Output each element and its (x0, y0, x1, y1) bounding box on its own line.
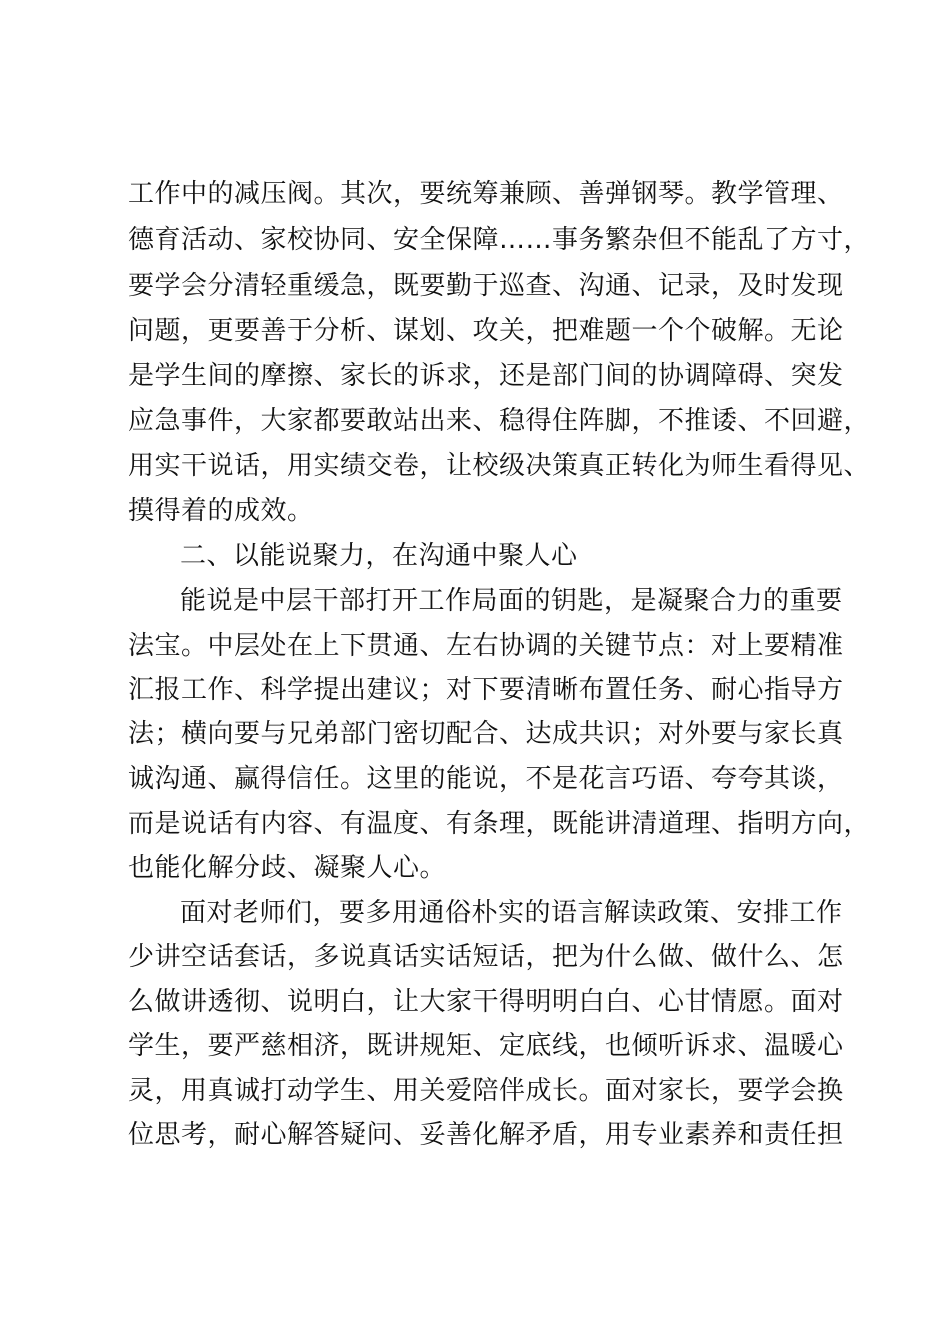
text-line: 法宝。中层处在上下贯通、左右协调的关键节点：对上要精准 (128, 631, 844, 661)
text-line: 也能化解分歧、凝聚人心。 (128, 853, 447, 883)
text-line: 学生，要严慈相济，既讲规矩、定底线，也倾听诉求、温暖心 (128, 1031, 844, 1061)
text-line: 诚沟通、赢得信任。这里的能说，不是花言巧语、夸夸其谈， (128, 764, 844, 794)
text-line: 摸得着的成效。 (128, 496, 314, 526)
text-line: 应急事件，大家都要敢站出来、稳得住阵脚，不推诿、不回避， (128, 406, 871, 436)
text-line: 工作中的减压阀。其次，要统筹兼顾、善弹钢琴。教学管理、 (128, 179, 844, 209)
text-line: 用实干说话，用实绩交卷，让校级决策真正转化为师生看得见、 (128, 451, 871, 481)
text-line: 德育活动、家校协同、安全保障……事务繁杂但不能乱了方寸， (128, 225, 871, 255)
text-line: 而是说话有内容、有温度、有条理，既能讲清道理、指明方向， (128, 809, 871, 839)
text-line: 是学生间的摩擦、家长的诉求，还是部门间的协调障碍、突发 (128, 361, 844, 391)
text-line: 位思考，耐心解答疑问、妥善化解矛盾，用专业素养和责任担 (128, 1120, 844, 1150)
text-line: 要学会分清轻重缓急，既要勤于巡查、沟通、记录，及时发现 (128, 271, 844, 301)
section-heading: 二、以能说聚力，在沟通中聚人心 (180, 541, 578, 571)
text-line: 灵，用真诚打动学生、用关爱陪伴成长。面对家长，要学会换 (128, 1076, 844, 1106)
text-line: 问题，更要善于分析、谋划、攻关，把难题一个个破解。无论 (128, 316, 844, 346)
text-line: 面对老师们，要多用通俗朴实的语言解读政策、安排工作 (180, 898, 843, 928)
text-line: 么做讲透彻、说明白，让大家干得明明白白、心甘情愿。面对 (128, 987, 844, 1017)
text-line: 汇报工作、科学提出建议；对下要清晰布置任务、耐心指导方 (128, 675, 844, 705)
text-line: 法；横向要与兄弟部门密切配合、达成共识；对外要与家长真 (128, 719, 844, 749)
text-line: 少讲空话套话，多说真话实话短话，把为什么做、做什么、怎 (128, 942, 844, 972)
text-line: 能说是中层干部打开工作局面的钥匙，是凝聚合力的重要 (180, 586, 843, 616)
